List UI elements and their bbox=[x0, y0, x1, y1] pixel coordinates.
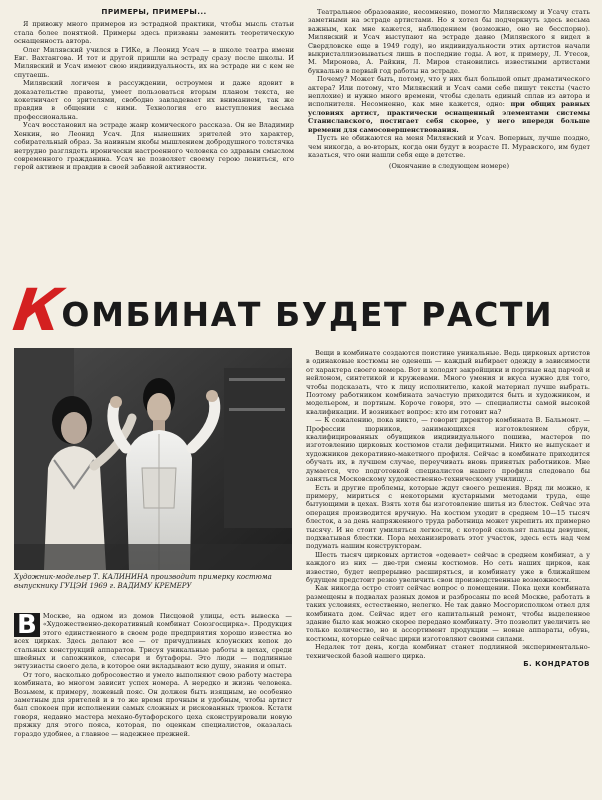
paragraph-text: Почему? Может быть, потому, что у них был большой опыт драматического актера? Или потому, что Милявский и Усач сами себе пишут тексты (часто неплохие) и нужно много времени, чтобы сделать единый сплав из автора и исполнителя. Несомненно, как мне кажется, одно: bbox=[308, 75, 590, 109]
drop-cap: В bbox=[14, 613, 40, 637]
emphasized-text: при общих равных условиях артист, практически оснащенный элементами системы Станиславского, постигает себя скорее, у него впереди больше времени для самосовершенствования. bbox=[308, 100, 590, 134]
paragraph: Недалек тот день, когда комбинат станет подлинной экспериментально-технической базой нашего цирка. bbox=[306, 643, 590, 660]
article-left-column bbox=[14, 612, 292, 738]
paragraph: Как никогда остро стоит сейчас вопрос о помещении. Пока цехи комбината размещены в подвалах разных домов и разбросаны по всей Москве, работать в таких условиях, естественно, нелегко. Не так давно Мосгорисполком отвел для комбината дом. Сейчас идет его капитальный ремонт, чтобы выделенное здание было как можно скорее передано комбинату. Это позволит увеличить не только количество, но и ассортимент продукции — новые аппараты, обувь, костюмы, которые сейчас цирки изготовляют своими силами. bbox=[306, 584, 590, 643]
headline-initial-letter: К bbox=[9, 276, 65, 344]
article-headline bbox=[9, 276, 590, 344]
paragraph: Пусть не обижаются на меня Милявский и Усач. Вопервых, лучше поздно, чем никогда, а во-вторых, когда они будут в возрасте П. Муравского, им будет казаться, что они нашли себя еще в детстве. bbox=[308, 134, 590, 159]
fitting-photo bbox=[14, 348, 292, 570]
paragraph: Усач восстановил на эстраде жанр комического рассказа. Он не Владимир Хенкин, но Леонид Усач. Для нынешних зрителей это характер, собирательный образ. За наивным якобы мышлением добродушного толстячка нетрудно разглядеть иронически настроенного человека со здравым смыслом современного гражданина. Усач не позволяет своему герою лениться, его герой активен и правдив в своей забавной активности. bbox=[14, 121, 294, 172]
paragraph: От того, насколько добросовестно и умело выполняют свою работу мастера комбината, во многом зависит успех номера. А нередко и жизнь человека. Возьмем, к примеру, ложевый пояс. Он должен быть изящным, не особенно заметным для зрителей и в то же время прочным и удобным, чтобы артист был спокоен при исполнении самых сложных и рискованных трюков. Кстати говоря, недавно мастера механо-бутафорского цеха сконструировали новую пряжку для этого пояса, которая, по оценкам специалистов, оказалась гораздо удобнее, а главное — надежнее прежней. bbox=[14, 670, 292, 738]
photo-caption: Художник-модельер Т. КАЛИНИНА производит примерку костюма выпускнику ГУЦЭИ 1969 г. ВАДИМУ КРЕМЕРУ bbox=[14, 573, 272, 590]
author-signature: Б. КОНДРАТОВ bbox=[523, 660, 590, 669]
paragraph: Театральное образование, несомненно, помогло Милявскому и Усачу стать заметными на эстраде артистами. Но я хотел бы подчеркнуть здесь весьма важным, как мне кажется, наблюдением (возможно, оно не бесспорно). Милявский и Усач выступают на эстраде давно (Милявского я видел в Свердловске еще в 1949 году), но индивидуальности этих артистов начали выкристаллизовываться лишь в последние годы. А вот, к примеру, Л. Утесов, М. Миронова, А. Райкин, Л. Миров становились известными артистами буквально в первый год работы на эстраде. bbox=[308, 8, 590, 75]
paragraph bbox=[14, 612, 292, 671]
paragraph-text: Москве, на одном из домов Писцовой улицы, есть вывеска — «Художественно-декоративный комбинат Союзгосцирка». Продукция этого единственного в своем роде предприятия хорошо известна во всех цирках. Здесь делают все — от причудливых клоунских кепок до стальных конструкций аппаратов. Трисуя уникальные работы в цехах, среди швейных и сапожников, слесари и бутафоры. Это люди — подлинные энтузиасты своего дела, в которое они вкладывают всю душу, знания и опыт. bbox=[14, 612, 292, 671]
section-title: ПРИМЕРЫ, ПРИМЕРЫ... bbox=[101, 7, 207, 16]
article-continuation-right-column bbox=[308, 8, 590, 171]
paragraph: — К сожалению, пока никто, — говорит директор комбината В. Бальмонт. — Профессии шорников, занимающихся изготовлением сбруи, квалифицированных обувщиков индивидуального пошива, мастеров по изготовлению цирковых костюмов стали дефицитными. Никто не выпускает и художников декоративно-макетного профиля. Сейчас в комбинате приходится обучать их, в лучшем случае, переучивать вновь принятых работников. Мне думается, что подготовкой специалистов нашего профиля следовало бы заняться Московскому художественно-техническому училищу... bbox=[306, 416, 590, 484]
paragraph: Олег Милявский учился в ГИКе, в Леонид Усач — в школе театра имени Евг. Вахтангова. И тот и другой пришли на эстраду сразу после школы. И Милявский и Усач имеют свою индивидуальность, их на эстраде ни с кем не спутаешь. bbox=[14, 45, 294, 79]
article-right-column bbox=[306, 349, 590, 668]
paragraph: Я привожу много примеров из эстрадной практики, чтобы мысль статьи стала более понятной. Примеры здесь призваны заменить теоретическую оснащенность автора. bbox=[14, 20, 294, 46]
paragraph bbox=[308, 75, 590, 134]
paragraph: Шесть тысяч цирковых артистов «одевает» сейчас в среднем комбинат, а у каждого из них — две-три смены костюмов. Но сеть наших цирков, как известно, будет непрерывно расширяться, и комбинату уже в ближайшем будущем предстоит резко увеличить свои производственные возможности. bbox=[306, 550, 590, 584]
continued-note: (Окончание в следующем номере) bbox=[388, 162, 510, 171]
article-continuation-left-column bbox=[14, 8, 294, 172]
paragraph: Вещи в комбинате создаются поистине уникальные. Ведь цирковых артистов в одинаковые костюмы не оденешь — каждый выбирает одежду в зависимости от характера своего номера. Вот и холодят закройщики и портные над парчой и нейлоном, синтетикой и кружевами. Много умения и вкуса нужно для того, чтобы подсказать, что к лицу исполнителю, какой материал лучше выбрать. Поэтому работником комбината зачастую приходится быть и художником, и модельером, и портным. Короче говоря, это — специалисты самой высокой квалификации. И возникает вопрос: кто им готовит на? bbox=[306, 349, 590, 416]
paragraph: Милявский логичен в рассуждении, остроумен и даже ядовит в доказательстве правоты, умеет пользоваться вторым планом текста, не кокетничает со зрителями, свободно завладевает их вниманием, так же правдив в общении с ними. Технология его выступления весьма профессиональна. bbox=[14, 79, 294, 121]
headline-text: ОМБИНАТ БУДЕТ РАСТИ bbox=[61, 295, 554, 334]
photo-illustration bbox=[14, 348, 292, 570]
paragraph: Есть и другие проблемы, которые ждут своего решения. Вряд ли можно, к примеру, мириться с некоторыми кустарными методами труда, еще бытующими в цехах. Взять хотя бы изготовление шитья из блесток. Сейчас эта операция производится вручную. На костюм уходит в среднем 10—15 тысяч блесток, а за день напряженного труда работница может укрепить их примерно тысячу. И не стоит умиляться легкости, с которой скользят пальцы девушек, подхватывая блестки. Пора механизировать этот участок, здесь есть над чем подумать нашим конструкторам. bbox=[306, 483, 590, 551]
